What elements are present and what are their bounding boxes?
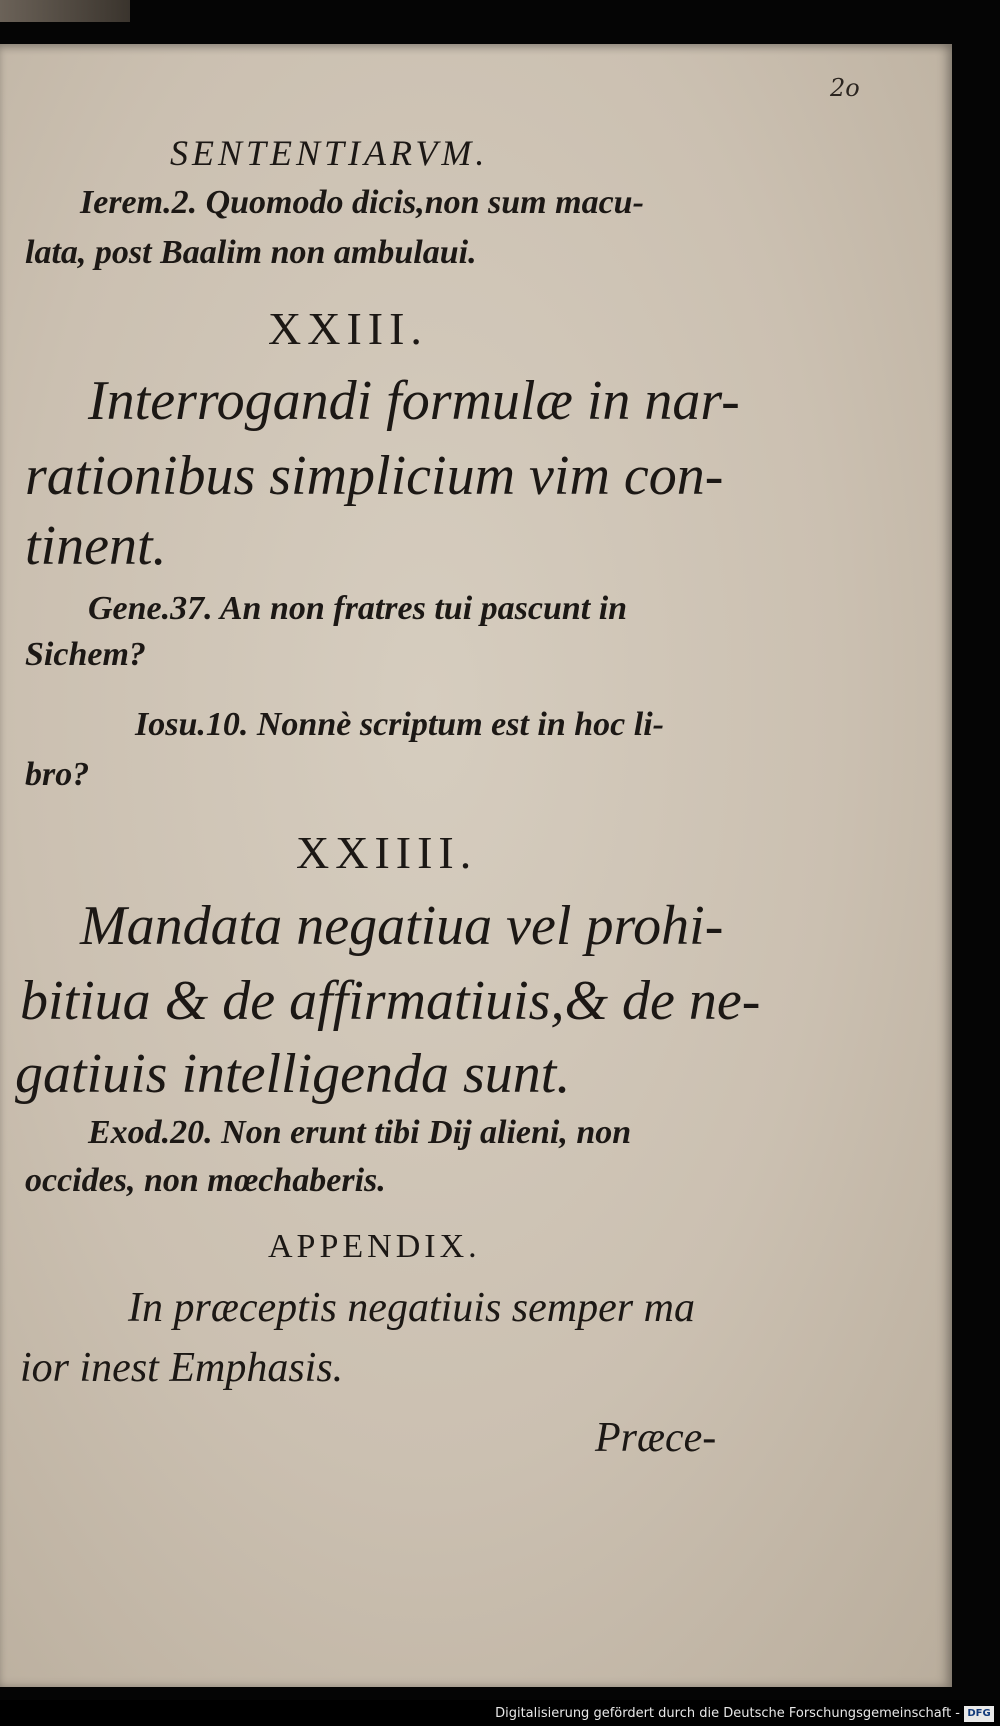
section-number: XXIIII.	[296, 827, 478, 878]
appendix-heading: APPENDIX.	[268, 1228, 481, 1265]
text-line: In præceptis negatiuis semper ma	[128, 1285, 695, 1331]
text-line: ior inest Emphasis.	[20, 1345, 344, 1391]
dfg-logo: DFG	[964, 1706, 994, 1722]
folio-number: 2o	[830, 74, 860, 102]
text-line: Exod.20. Non erunt tibi Dij alieni, non	[88, 1114, 632, 1151]
text-line: Iosu.10. Nonnè scriptum est in hoc li-	[135, 706, 664, 743]
section-heading-line: Mandata negatiua vel prohi-	[80, 895, 724, 957]
running-head: SENTENTIARVM.	[170, 133, 489, 173]
section-heading-line: gatiuis intelligenda sunt.	[15, 1043, 571, 1105]
text-line: lata, post Baalim non ambulaui.	[25, 234, 477, 271]
section-number: XXIII.	[268, 303, 428, 354]
book-edge-strip	[0, 0, 130, 22]
section-heading-line: rationibus simplicium vim con-	[25, 445, 724, 507]
text-line: Ierem.2. Quomodo dicis,non sum macu-	[80, 184, 644, 221]
text-line: bro?	[25, 756, 90, 793]
section-heading-line: Interrogandi formulæ in nar-	[88, 370, 740, 432]
funding-credit: Digitalisierung gefördert durch die Deutsche Forschungsgemeinschaft -	[495, 1706, 960, 1721]
text-line: Gene.37. An non fratres tui pascunt in	[88, 590, 628, 627]
footer-bar	[0, 1700, 1000, 1726]
text-line: Sichem?	[25, 636, 146, 673]
section-heading-line: bitiua & de affirmatiuis,& de ne-	[20, 970, 761, 1032]
book-page	[0, 44, 952, 1687]
section-heading-line: tinent.	[25, 515, 167, 577]
text-line: occides, non mœchaberis.	[25, 1162, 386, 1199]
catchword: Præce-	[595, 1415, 717, 1461]
